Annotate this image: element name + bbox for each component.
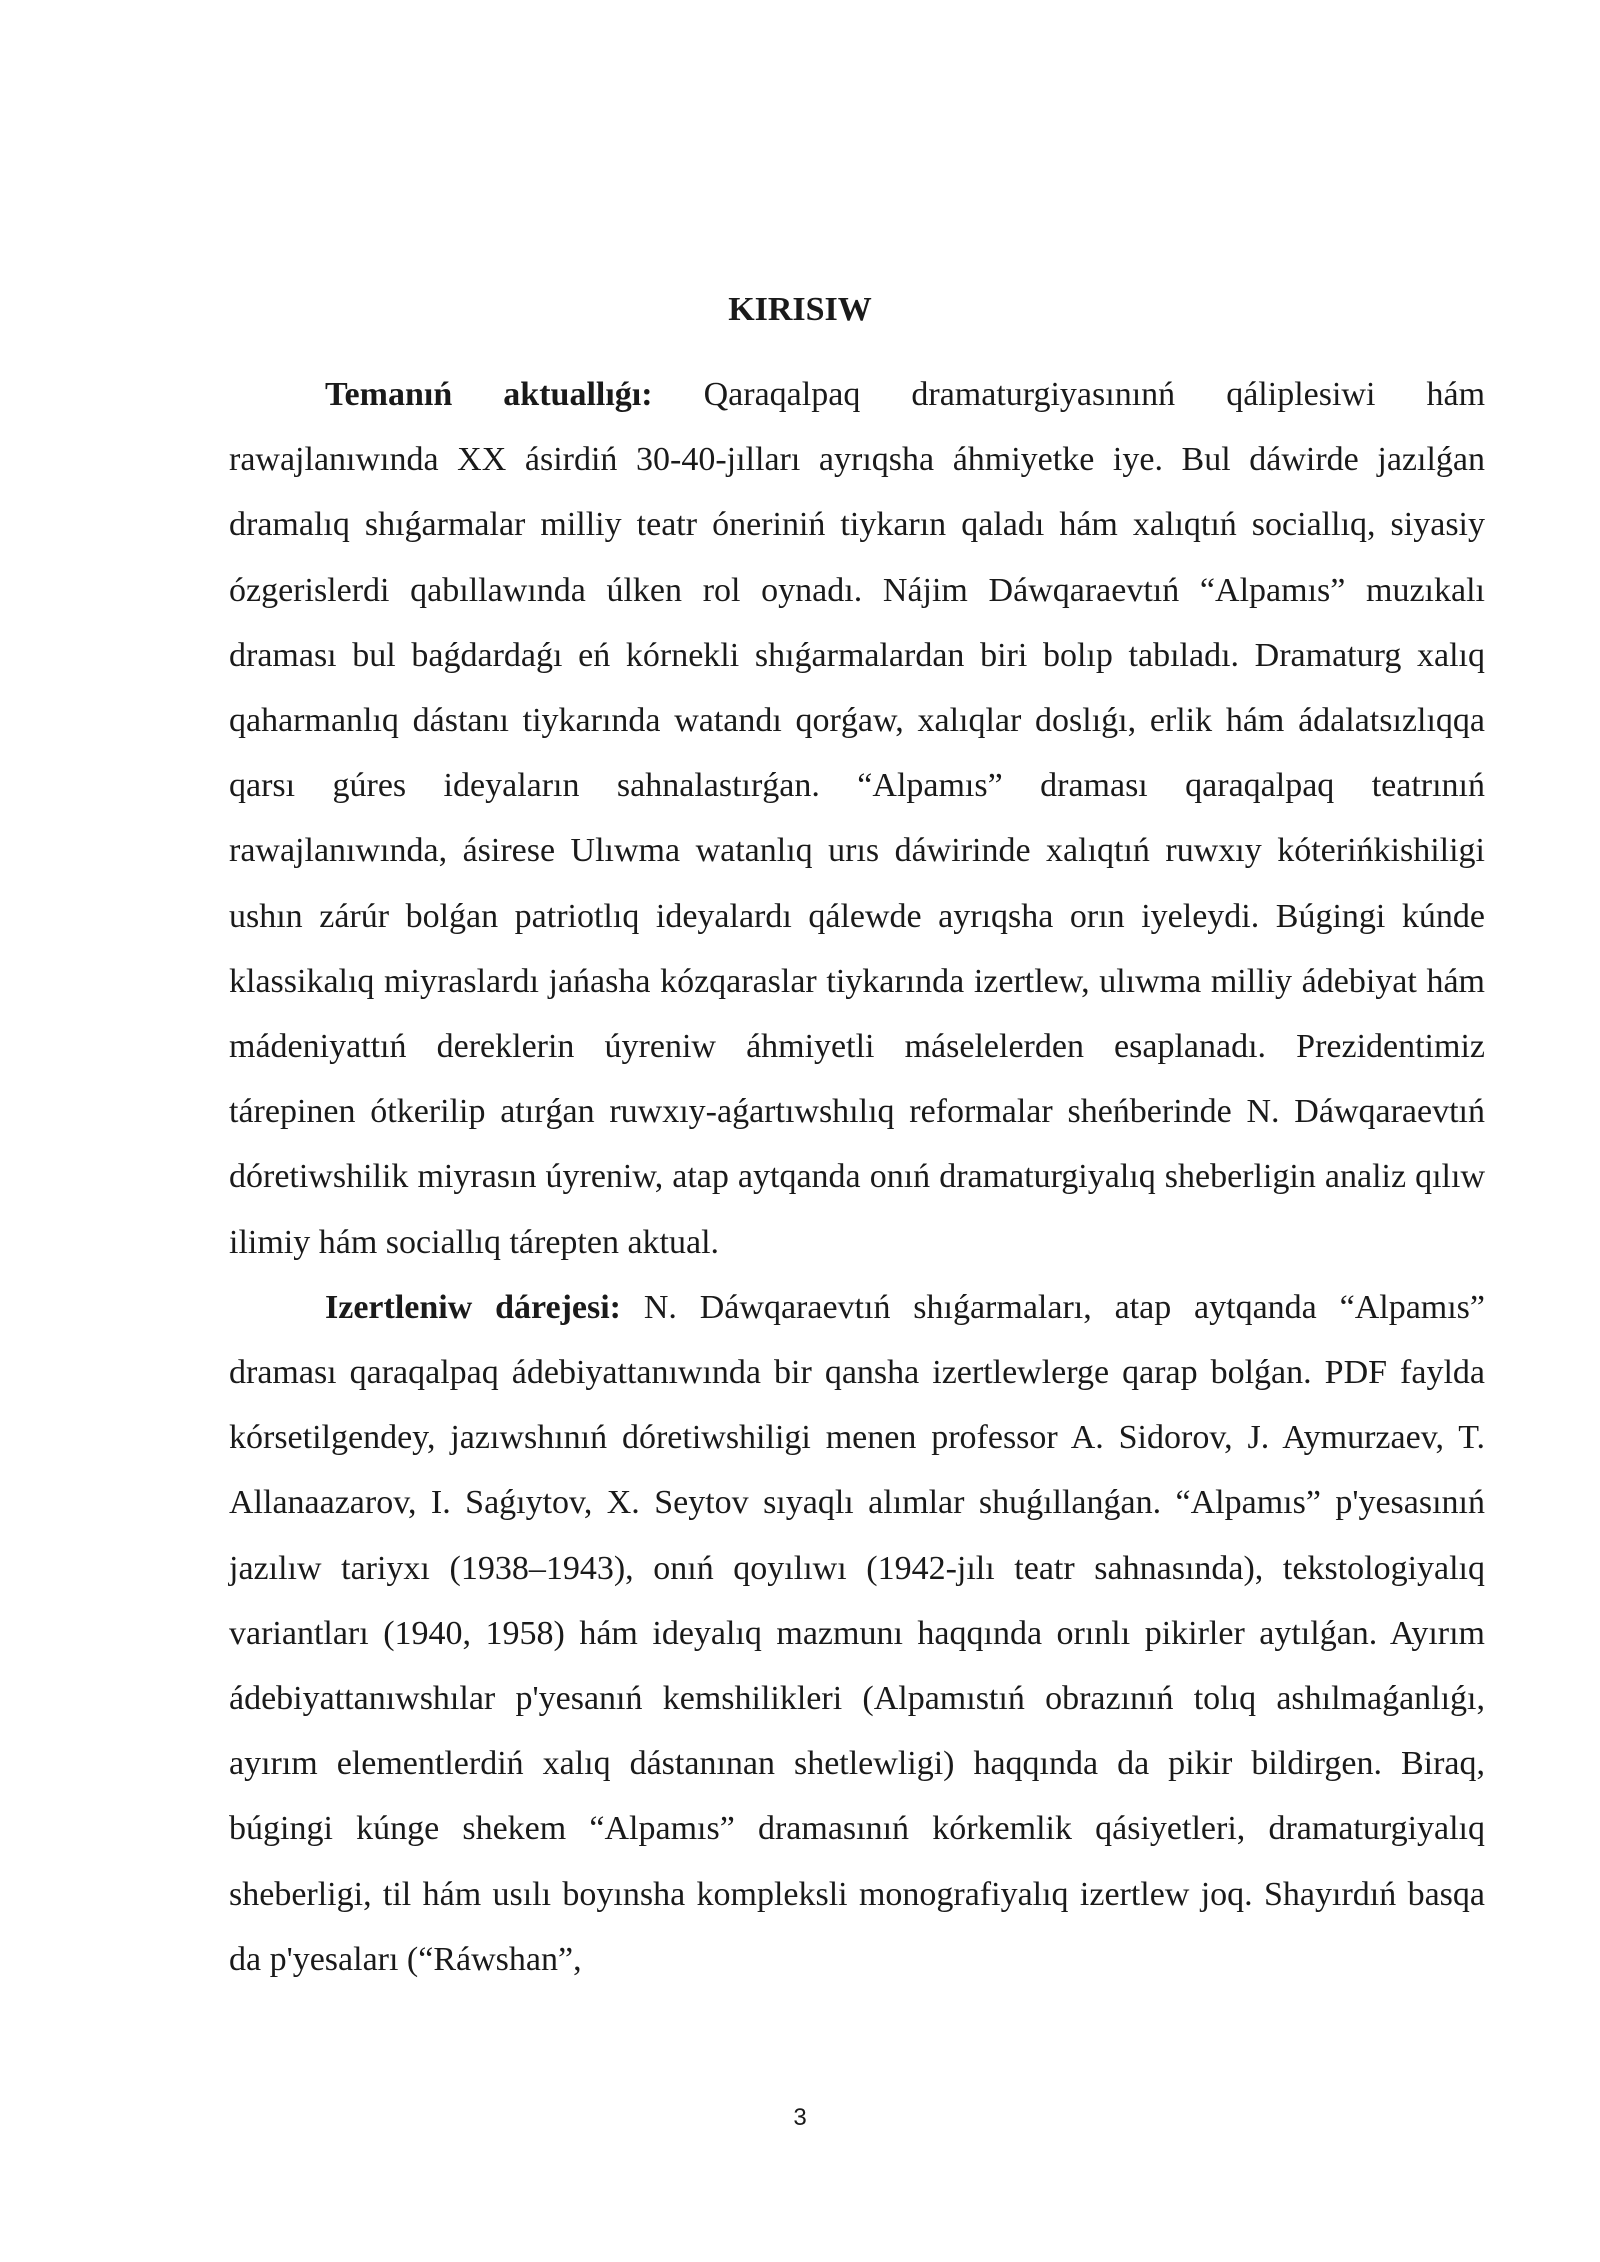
paragraph-lead: Izertleniw dárejesi: — [325, 1288, 622, 1326]
paragraph-relevance — [229, 362, 1485, 1275]
body-text — [229, 362, 1485, 1992]
paragraph-text: N. Dáwqaraevtıń shıǵarmaları, atap aytqanda “Alpamıs” draması qaraqalpaq ádebiyattanıwında bir qansha izertlewlerge qarap bolǵan. PDF faylda kórsetilgendey, jazıwshınıń dóretiwshiligi menen professor A. Sidorov, J. Aymurzaev, T. Allanaazarov, I. Saǵıytov, X. Seytov sıyaqlı alımlar shuǵıllanǵan. “Alpamıs” p'yesasınıń jazılıw tariyxı (1938–1943), onıń qoyılıwı (1942-jılı teatr sahnasında), tekstologiyalıq variantları (1940, 1958) hám ideyalıq mazmunı haqqında orınlı pikirler aytılǵan. Ayırım ádebiyattanıwshılar p'yesanıń kemshilikleri (Alpamıstıń obrazınıń tolıq ashılmaǵanlıǵı, ayırım elementlerdiń xalıq dástanınan shetlewligi) haqqında da pikir bildirgen. Biraq, búgingi kúnge shekem “Alpamıs” dramasınıń kórkemlik qásiyetleri, dramaturgiyalıq sheberligi, til hám usılı boyınsha kompleksli monografiyalıq izertlew joq. Shayırdıń basqa da p'yesaları (“Ráwshan”, — [229, 1288, 1485, 1978]
section-heading: KIRISIW — [728, 291, 872, 328]
paragraph-research-degree — [229, 1275, 1485, 1992]
paragraph-text: Qaraqalpaq dramaturgiyasınınń qáliplesiwi hám rawajlanıwında XX ásirdiń 30-40-jılları ayrıqsha áhmiyetke iye. Bul dáwirde jazılǵan dramalıq shıǵarmalar milliy teatr óneriniń tiykarın qaladı hám xalıqtıń sociallıq, siyasiy ózgerislerdi qabıllawında úlken rol oynadı. Nájim Dáwqaraevtıń “Alpamıs” muzıkalı draması bul baǵdardaǵı eń kórnekli shıǵarmalardan biri bolıp tabıladı. Dramaturg xalıq qaharmanlıq dástanı tiykarında watandı qorǵaw, xalıqlar doslıǵı, erlik hám ádalatsızlıqqa qarsı gúres ideyaların sahnalastırǵan. “Alpamıs” draması qaraqalpaq teatrınıń rawajlanıwında, ásirese Ulıwma watanlıq urıs dáwirinde xalıqtıń ruwxıy kóterińkishiligi ushın zárúr bolǵan patriotlıq ideyalardı qálewde ayrıqsha orın iyeleydi. Búgingi kúnde klassikalıq miyraslardı jańasha kózqaraslar tiykarında izertlew, ulıwma milliy ádebiyat hám mádeniyattıń dereklerin úyreniw áhmiyetli máselelerden esaplanadı. Prezidentimiz tárepinen ótkerilip atırǵan ruwxıy-aǵartıwshılıq reformalar sheńberinde N. Dáwqaraevtıń dóretiwshilik miyrasın úyreniw, atap aytqanda onıń dramaturgiyalıq sheberligin analiz qılıw ilimiy hám sociallıq tárepten aktual. — [229, 376, 1486, 1261]
page-number: 3 — [793, 2104, 807, 2131]
paragraph-lead: Temanıń aktuallıǵı: — [325, 376, 653, 413]
